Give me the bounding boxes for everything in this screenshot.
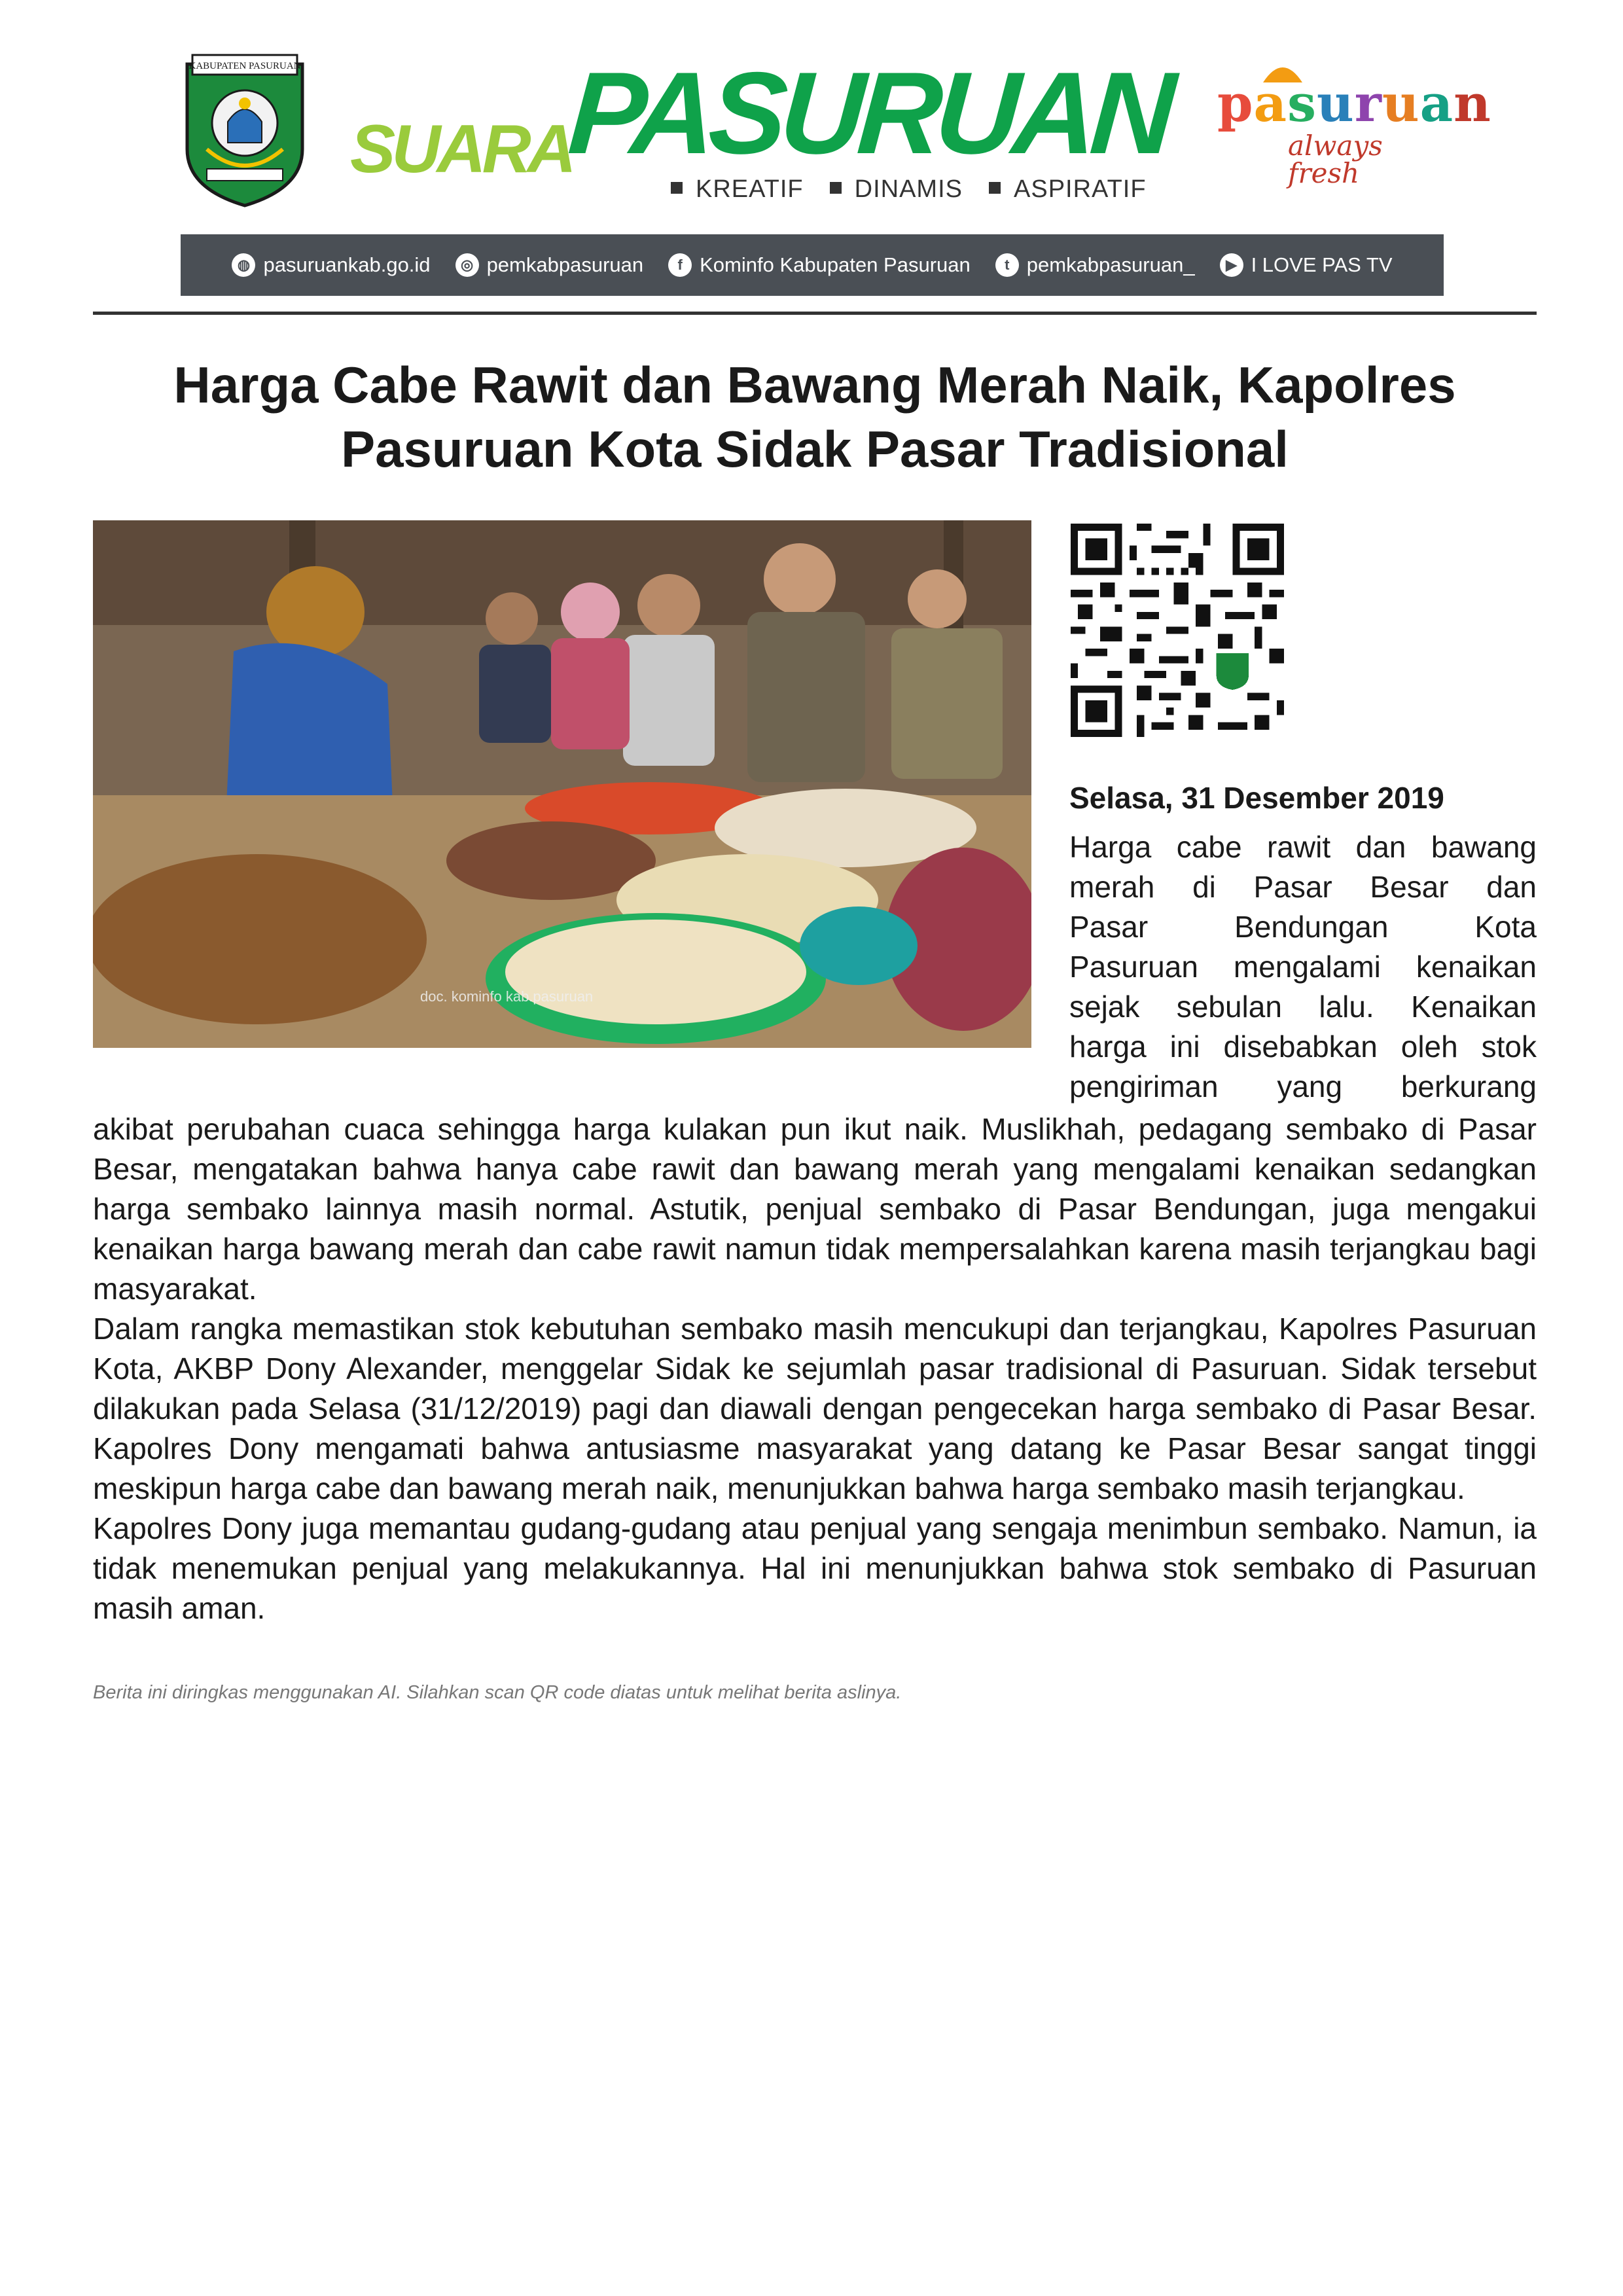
brand-tagline: [671, 175, 1147, 204]
instagram-icon: ◎: [455, 253, 479, 277]
article-body: [93, 1109, 1537, 1628]
tagline-item: DINAMIS: [830, 175, 963, 204]
twitter-icon: t: [995, 253, 1019, 277]
photo-watermark: doc. kominfo kab.pasuruan: [420, 988, 594, 1005]
lead-line: sejak sebulan lalu. Kenaikan: [1069, 990, 1537, 1024]
tagline-item: KREATIF: [671, 175, 804, 204]
tourism-logo-sub: always fresh: [1288, 130, 1383, 189]
lead-line: Harga cabe rawit dan bawang: [1069, 830, 1537, 864]
social-youtube[interactable]: ▶ I LOVE PAS TV: [1220, 253, 1393, 277]
social-media-bar: [181, 234, 1444, 296]
facebook-icon: f: [668, 253, 692, 277]
qr-code[interactable]: [1071, 524, 1284, 737]
regency-crest-logo: [181, 51, 309, 208]
article-date: Selasa, 31 Desember 2019: [1069, 781, 1444, 815]
header-divider: [93, 312, 1537, 315]
ai-summary-footnote: Berita ini diringkas menggunakan AI. Silahkan scan QR code diatas untuk melihat berita aslinya.: [93, 1682, 902, 1703]
lead-line: harga ini disebabkan oleh stok: [1069, 1030, 1537, 1064]
brand-suara: SUARA: [350, 111, 573, 187]
social-website[interactable]: ◍ pasuruankab.go.id: [232, 253, 430, 277]
social-facebook[interactable]: f Kominfo Kabupaten Pasuruan: [668, 253, 971, 277]
tagline-item: ASPIRATIF: [989, 175, 1147, 204]
tourism-logo-word: pasuruan: [1217, 74, 1491, 134]
social-twitter[interactable]: t pemkabpasuruan_: [995, 253, 1195, 277]
social-instagram[interactable]: ◎ pemkabpasuruan: [455, 253, 644, 277]
suara-pasuruan-wordmark: [350, 48, 1178, 208]
qr-center-logo-icon: [1211, 649, 1255, 692]
paragraph-2: Dalam rangka memastikan stok kebutuhan sembako masih mencukupi dan terjangkau, Kapolres Pasuruan Kota, AKBP Dony Alexander, menggelar Sidak ke sejumlah pasar tradisional di Pasuruan. Sidak tersebut dilakukan pada Selasa (31/12/2019) pagi dan diawali dengan pengecekan harga sembako di Pasar Besar. Kapolres Dony mengamati bahwa antusiasme masyarakat yang datang ke Pasar Besar sangat tinggi meskipun harga cabe dan bawang merah naik, menunjukkan bahwa harga sembako masih terjangkau.: [93, 1312, 1537, 1505]
brand-pasuruan: PASURUAN: [565, 48, 1173, 178]
pasuruan-always-fresh-logo: [1217, 72, 1491, 189]
article-lead-column: [1069, 827, 1537, 1107]
lead-line: Pasuruan mengalami kenaikan: [1069, 950, 1537, 984]
youtube-icon: ▶: [1220, 253, 1243, 277]
globe-icon: ◍: [232, 253, 255, 277]
svg-text:KABUPATEN PASURUAN: KABUPATEN PASURUAN: [188, 61, 301, 71]
paragraph-1-continued: akibat perubahan cuaca sehingga harga kulakan pun ikut naik. Muslikhah, pedagang sembako di Pasar Besar, mengatakan bahwa hanya cabe rawit dan bawang merah yang mengalami kenaikan sedangkan harga sembako lainnya masih normal. Astutik, penjual sembako di Pasar Bendungan, juga mengakui kenaikan harga bawang merah dan cabe rawit namun tidak mempersalahkan karena masih terjangkau bagi masyarakat.: [93, 1112, 1537, 1306]
lead-line: merah di Pasar Besar dan: [1069, 870, 1537, 904]
article-title: Harga Cabe Rawit dan Bawang Merah Naik, Kapolres Pasuruan Kota Sidak Pasar Tradisional: [173, 356, 1456, 478]
lead-line: pengiriman yang berkurang: [1069, 1069, 1537, 1103]
paragraph-3: Kapolres Dony juga memantau gudang-gudang atau penjual yang sengaja menimbun sembako. Namun, ia tidak menemukan penjual yang melakukannya. Hal ini menunjukkan bahwa stok sembako di Pasuruan masih aman.: [93, 1511, 1537, 1625]
lead-line: Pasar Bendungan Kota: [1069, 910, 1537, 944]
market-inspection-photo: [93, 520, 1031, 1048]
